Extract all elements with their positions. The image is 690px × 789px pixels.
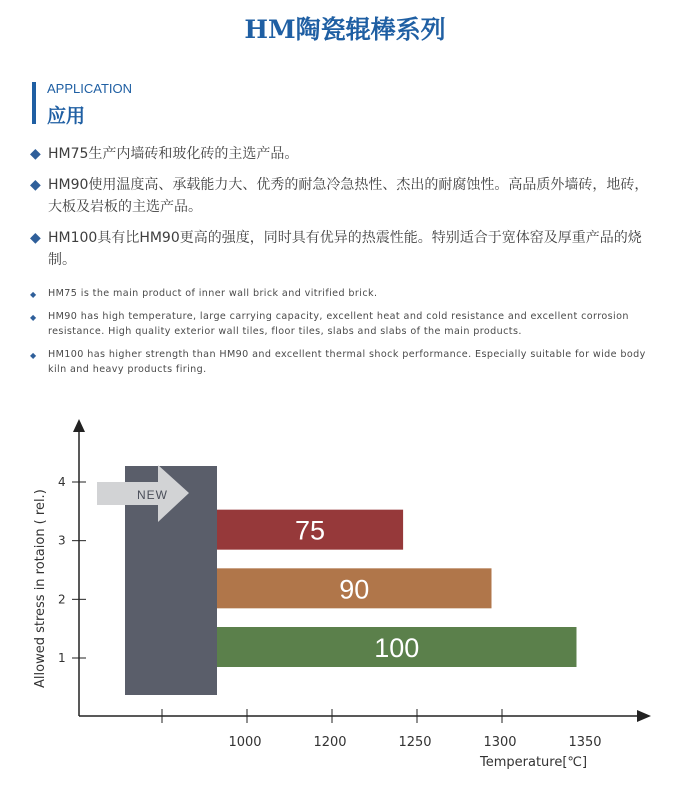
x-tick-label: 1000: [228, 735, 262, 750]
y-tick-label: 3: [58, 533, 66, 548]
section-label-zh: 应用: [47, 105, 86, 127]
diamond-bullet-icon: ◆: [30, 230, 41, 246]
diamond-bullet-icon: ◆: [30, 351, 37, 360]
x-tick-label: 1350: [568, 735, 602, 750]
y-tick-label: 2: [58, 592, 66, 607]
diamond-bullet-icon: ◆: [30, 290, 37, 299]
list-item: ◆ HM90使用温度高、承载能力大、优秀的耐急冷急热性、杰出的耐腐蚀性。高品质外墙砖，地砖，大板及岩板的主选产品。: [30, 174, 660, 218]
list-item: ◆ HM100具有比HM90更高的强度，同时具有优异的热震性能。特别适合于宽体窑及厚重产品的烧制。: [30, 227, 660, 271]
bar-label-hm100: 100: [374, 633, 420, 663]
x-tick-label: 1200: [313, 735, 347, 750]
x-tick-label: 1300: [483, 735, 517, 750]
list-item: ◆ HM100 has higher strength than HM90 and excellent thermal shock performance. Especially suitable for wide body kiln and heavy products firing.: [30, 349, 646, 375]
list-item: ◆ HM75 is the main product of inner wall brick and vitrified brick.: [30, 286, 660, 301]
x-tick-label: 1250: [398, 735, 432, 750]
list-item: ◆ HM90 has high temperature, large carrying capacity, excellent heat and cold resistance and excellent corrosion resistance. High quality exterior wall tiles, floor tiles, slabs and slabs of the main products.: [30, 311, 629, 337]
diamond-bullet-icon: ◆: [30, 313, 37, 322]
y-tick-label: 4: [58, 474, 66, 489]
bar-label-hm90: 90: [339, 574, 370, 605]
x-axis-arrow-icon: [637, 710, 651, 722]
page-title: HM陶瓷辊棒系列: [244, 15, 446, 44]
diamond-bullet-icon: ◆: [30, 146, 41, 162]
new-label: NEW: [137, 488, 168, 502]
y-axis-arrow-icon: [73, 419, 85, 432]
list-item: ◆ HM75生产内墙砖和玻化砖的主选产品。: [30, 143, 660, 165]
bar-label-hm75: 75: [295, 515, 326, 546]
x-axis-label: Temperature[℃]: [480, 755, 588, 770]
diamond-bullet-icon: ◆: [30, 177, 41, 193]
section-label-en: APPLICATION: [47, 81, 133, 96]
y-axis-label: Allowed stress in rotaion ( rel.): [33, 489, 48, 688]
y-tick-label: 1: [58, 651, 66, 665]
